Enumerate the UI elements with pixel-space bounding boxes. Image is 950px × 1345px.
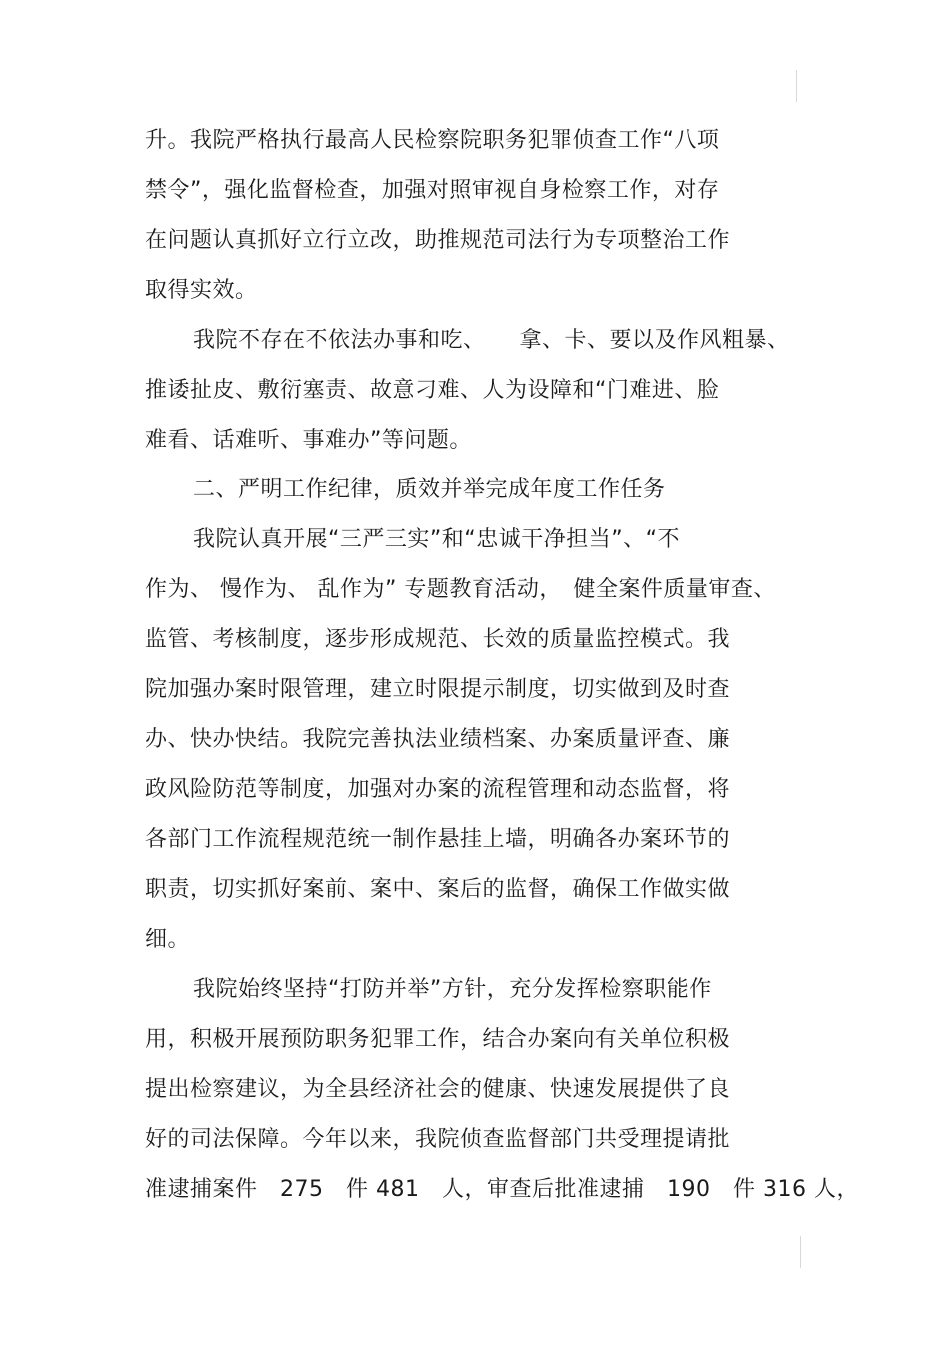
text-line: 政风险防范等制度，加强对办案的流程管理和动态监督，将 — [145, 777, 731, 802]
text-line: 作为、 慢作为、 乱作为” 专题教育活动， 健全案件质量审查、 — [145, 577, 776, 602]
text-line: 推诿扯皮、敷衍塞责、故意刁难、人为设障和“门难进、脸 — [145, 378, 720, 403]
paragraph-first-line: 我院认真开展“三严三实”和“忠诚干净担当”、“不 — [193, 527, 680, 552]
text-line: 院加强办案时限管理，建立时限提示制度，切实做到及时查 — [145, 677, 731, 702]
text-line: 提出检察建议，为全县经济社会的健康、快速发展提供了良 — [145, 1077, 731, 1102]
text-line: 升。我院严格执行最高人民检察院职务犯罪侦查工作“八项 — [145, 128, 720, 153]
section-heading: 二、严明工作纪律，质效并举完成年度工作任务 — [193, 477, 666, 502]
text-line: 在问题认真抓好立行立改，助推规范司法行为专项整治工作 — [145, 228, 731, 253]
text-line: 细。 — [145, 927, 191, 952]
page-edge-mark-bottom — [800, 1236, 801, 1268]
paragraph-first-line: 我院不存在不依法办事和吃、 拿、卡、要以及作风粗暴、 — [193, 328, 790, 353]
paragraph-first-line: 我院始终坚持“打防并举”方针，充分发挥检察职能作 — [193, 977, 712, 1002]
text-line: 准逮捕案件 275 件 481 人，审查后批准逮捕 190 件 316 人， — [145, 1177, 859, 1202]
text-line: 好的司法保障。今年以来，我院侦查监督部门共受理提请批 — [145, 1127, 731, 1152]
text-line: 职责，切实抓好案前、案中、案后的监督，确保工作做实做 — [145, 877, 731, 902]
page-edge-mark-top — [796, 70, 797, 102]
text-line: 办、快办快结。我院完善执法业绩档案、办案质量评查、廉 — [145, 727, 731, 752]
text-line: 用，积极开展预防职务犯罪工作，结合办案向有关单位积极 — [145, 1027, 731, 1052]
text-line: 监管、考核制度，逐步形成规范、长效的质量监控模式。我 — [145, 627, 731, 652]
text-line: 禁令”，强化监督检查，加强对照审视自身检察工作，对存 — [145, 178, 720, 203]
text-line: 各部门工作流程规范统一制作悬挂上墙，明确各办案环节的 — [145, 827, 731, 852]
text-line: 取得实效。 — [145, 278, 258, 303]
text-line: 难看、话难听、事难办”等问题。 — [145, 428, 472, 453]
